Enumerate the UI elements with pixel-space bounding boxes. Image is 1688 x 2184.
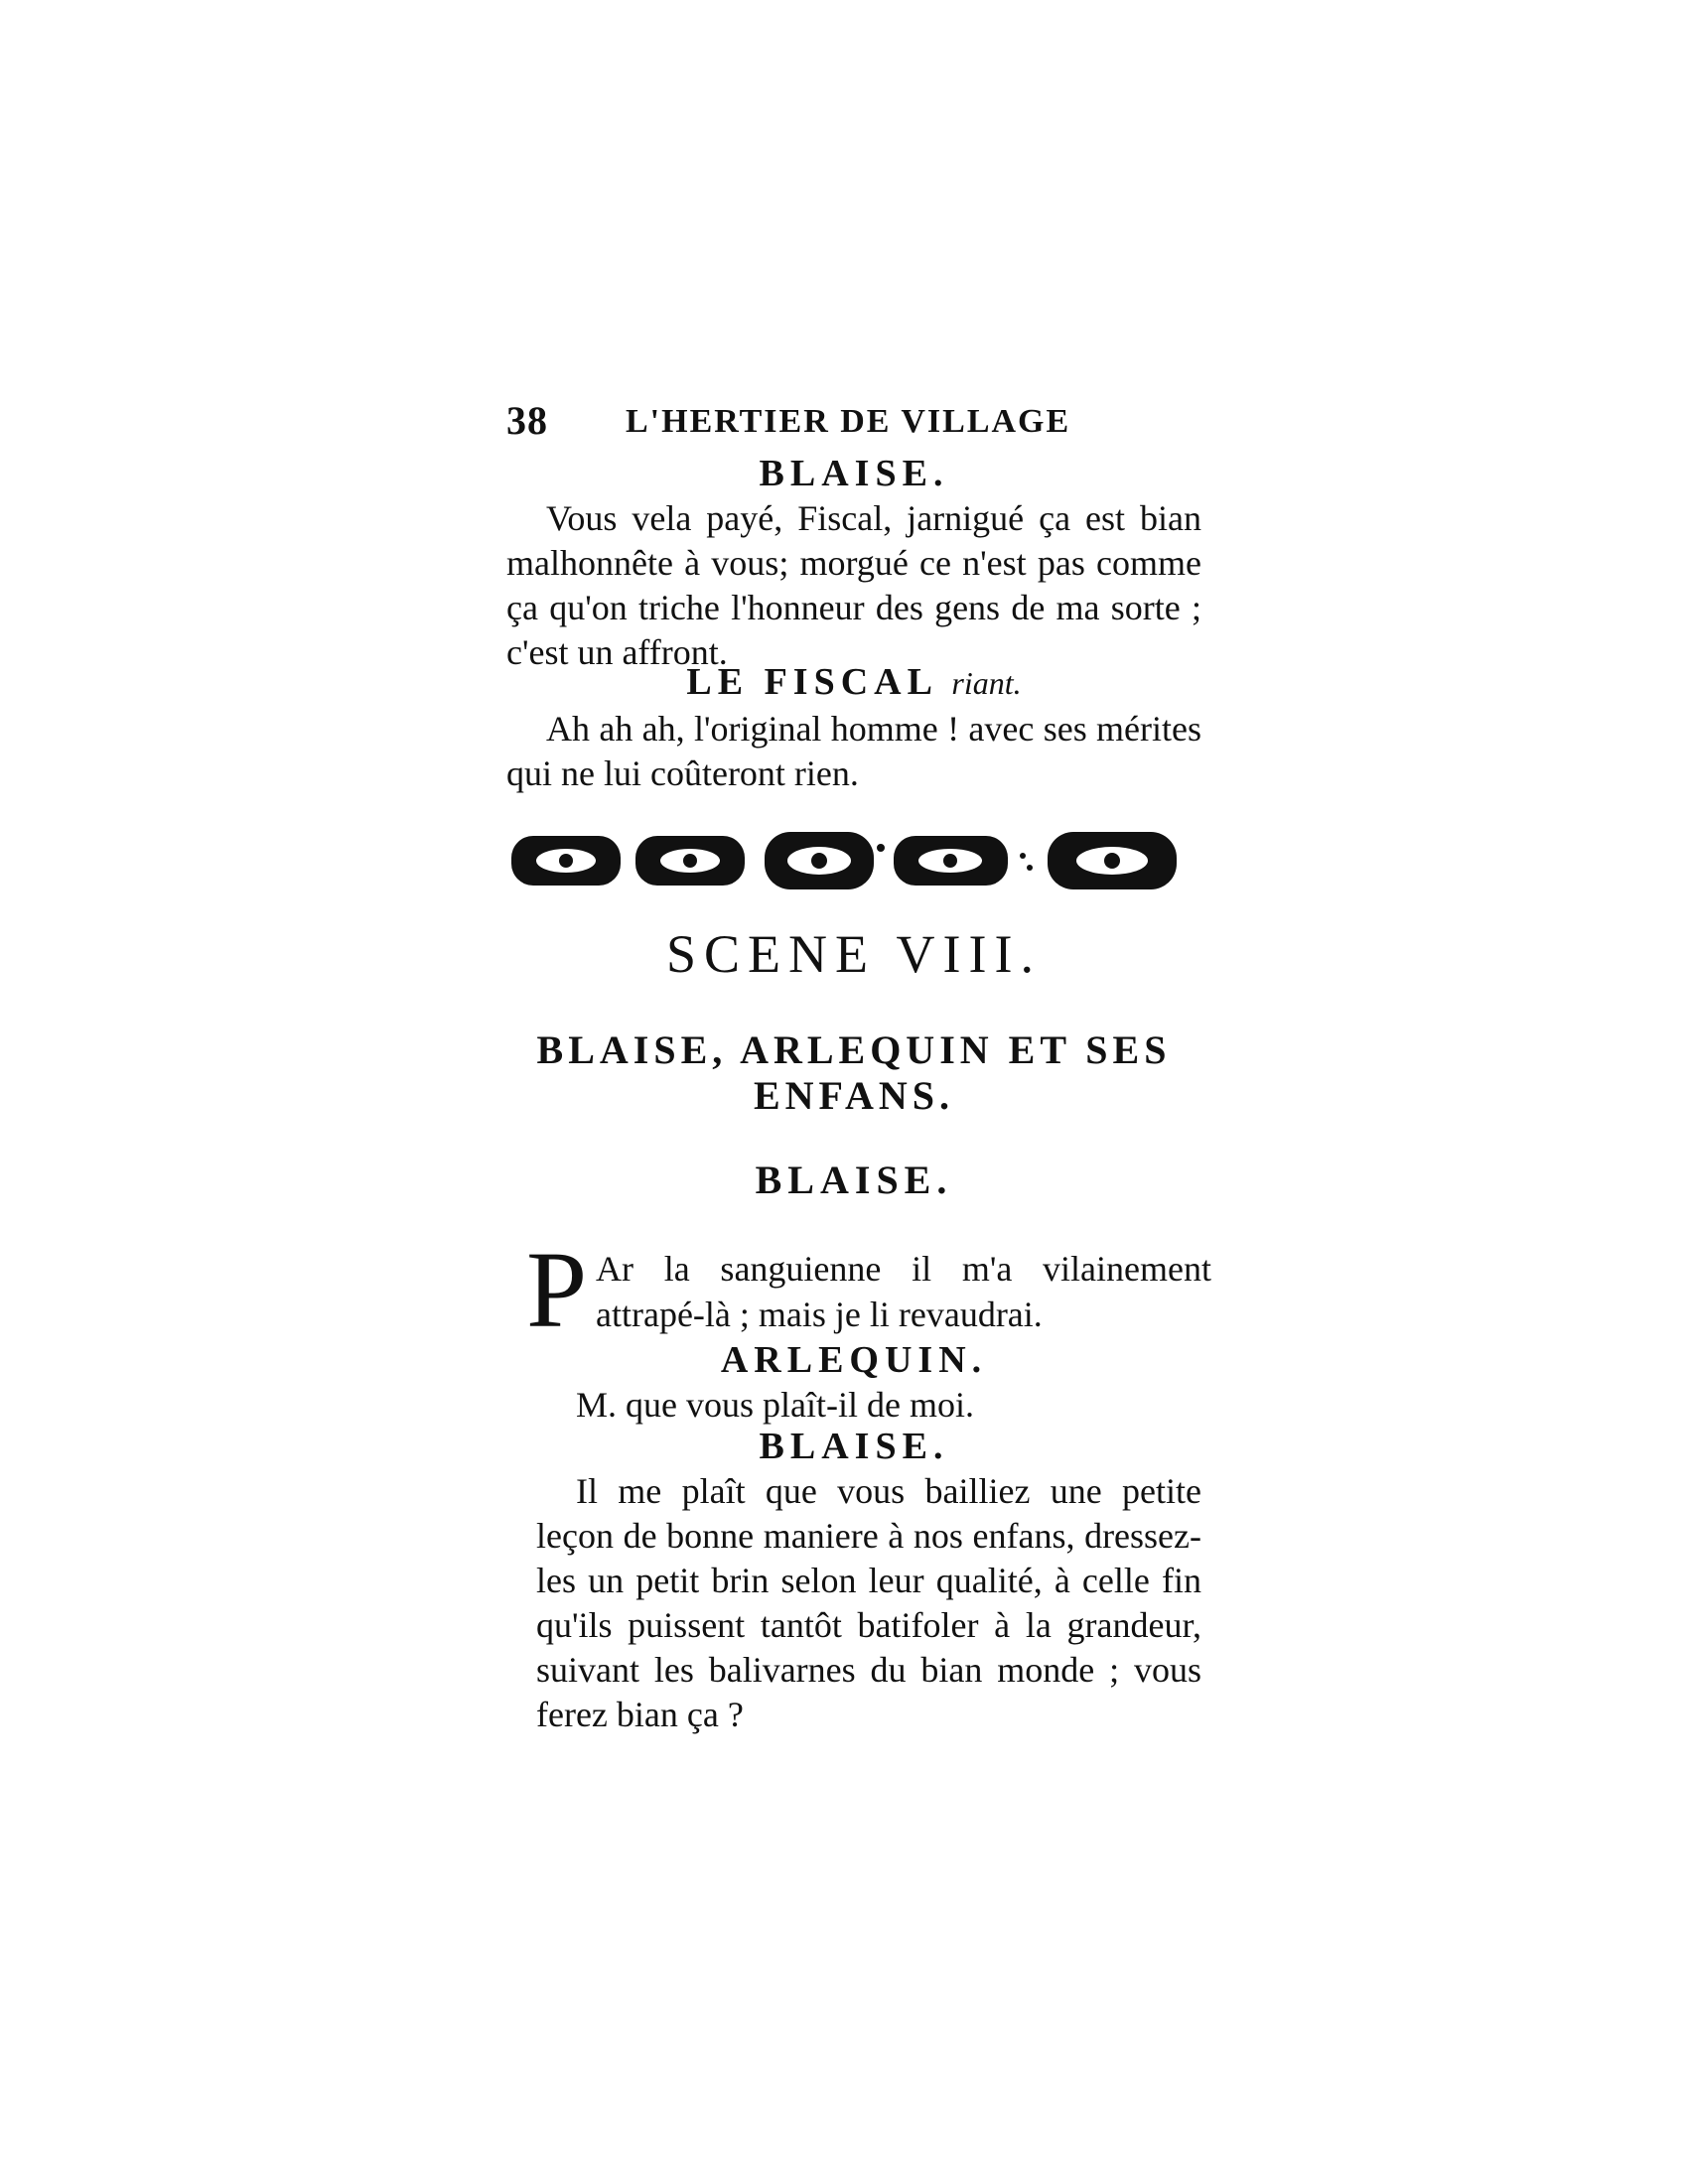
running-header bbox=[506, 397, 1201, 453]
dialogue-paragraph: Vous vela payé, Fiscal, jarnigué ça est bian malhonnête à vous; morgué ce n'est pas comme ça qu'on triche l'honneur des gens de ma sorte ; c'est un affront. bbox=[506, 498, 1201, 672]
speaker-name: BLAISE. bbox=[759, 453, 949, 494]
speaker-name: BLAISE. bbox=[759, 1426, 949, 1467]
dialogue-paragraph: Il me plaît que vous bailliez une petite leçon de bonne maniere à nos enfans, dressez-les un petit brin selon leur qualité, à celle fin qu'ils puissent tantôt batifoler à la grandeur, suivant les balivarnes du bian monde ; vous ferez bian ça ? bbox=[536, 1471, 1201, 1734]
characters-line: ENFANS. bbox=[753, 1073, 955, 1118]
scene-title: SCENE VIII. bbox=[666, 924, 1042, 984]
characters-line: BLAISE, ARLEQUIN ET SES bbox=[536, 1027, 1172, 1072]
dialogue-paragraph: M. que vous plaît-il de moi. bbox=[576, 1385, 974, 1425]
page-number: 38 bbox=[506, 398, 548, 443]
scene-characters bbox=[506, 1027, 1201, 1119]
running-title: L'HERTIER DE VILLAGE bbox=[626, 403, 1071, 440]
speaker-name: BLAISE. bbox=[755, 1158, 953, 1202]
drop-cap: P bbox=[526, 1229, 588, 1350]
dialogue-paragraph: Ar la sanguienne il m'a vilainement attrapé-là ; mais je li revaudrai. bbox=[596, 1249, 1211, 1334]
ornamental-divider bbox=[511, 826, 1187, 897]
dialogue-paragraph: Ah ah ah, l'original homme ! avec ses mérites qui ne lui coûteront rien. bbox=[506, 709, 1201, 793]
speaker-name bbox=[506, 660, 1201, 704]
speaker-name: ARLEQUIN. bbox=[720, 1339, 988, 1381]
stage-direction: riant. bbox=[951, 665, 1022, 701]
speaker-label: LE FISCAL bbox=[686, 661, 936, 703]
